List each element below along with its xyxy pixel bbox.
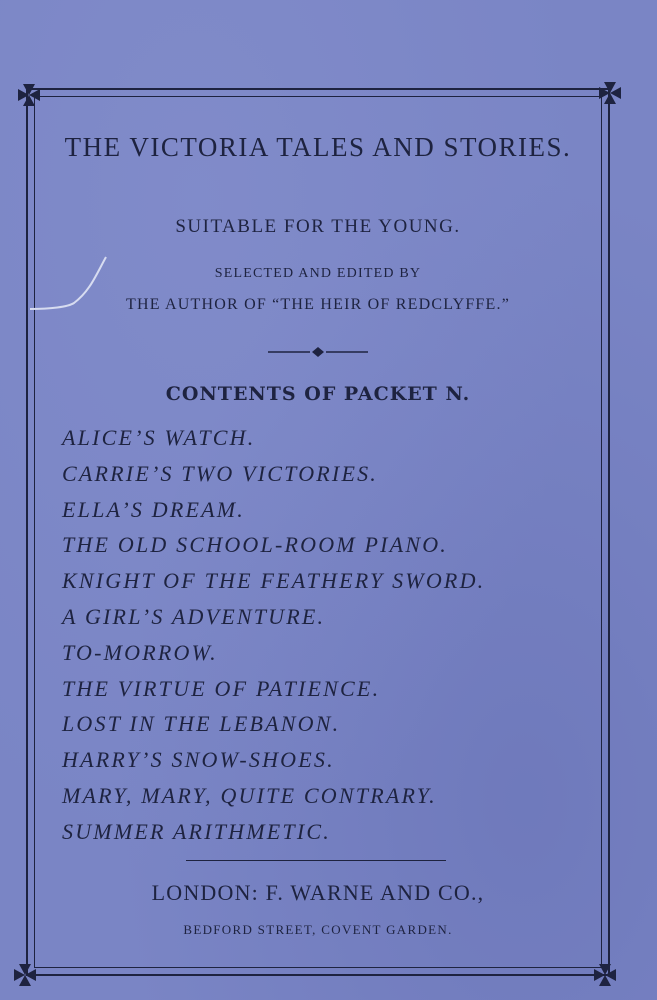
story-item: SUMMER ARITHMETIC. xyxy=(62,818,331,844)
corner-cross-icon xyxy=(592,962,618,988)
story-item: TO-MORROW. xyxy=(62,639,218,665)
series-title: THE VICTORIA TALES AND STORIES. xyxy=(64,132,572,162)
divider-ornament-icon xyxy=(268,344,368,358)
story-item: THE VIRTUE OF PATIENCE. xyxy=(62,675,381,701)
story-item: ALICE’S WATCH. xyxy=(62,425,256,450)
story-list xyxy=(62,420,485,850)
cover-content xyxy=(40,100,596,960)
divider-rule xyxy=(186,860,446,861)
corner-cross-icon xyxy=(12,962,38,988)
publisher-line: LONDON: F. WARNE AND CO., xyxy=(151,880,485,905)
story-item: A GIRL’S ADVENTURE. xyxy=(62,603,326,629)
story-item: CARRIE’S TWO VICTORIES. xyxy=(62,460,378,486)
story-item: MARY, MARY, QUITE CONTRARY. xyxy=(62,782,437,808)
story-item: LOST IN THE LEBANON. xyxy=(62,711,341,737)
story-item: ELLA’S DREAM. xyxy=(62,496,245,522)
corner-cross-icon xyxy=(16,82,42,108)
series-subtitle: SUITABLE FOR THE YOUNG. xyxy=(175,216,461,237)
author-line: THE AUTHOR OF “THE HEIR OF REDCLYFFE.” xyxy=(126,296,510,313)
contents-heading: CONTENTS OF PACKET N. xyxy=(165,383,471,405)
editor-line: SELECTED AND EDITED BY xyxy=(214,266,422,281)
story-item: KNIGHT OF THE FEATHERY SWORD. xyxy=(62,568,486,594)
story-item: HARRY’S SNOW-SHOES. xyxy=(62,747,335,773)
story-item: THE OLD SCHOOL-ROOM PIANO. xyxy=(62,532,448,558)
corner-cross-icon xyxy=(597,80,623,106)
publisher-address: BEDFORD STREET, COVENT GARDEN. xyxy=(183,922,453,937)
